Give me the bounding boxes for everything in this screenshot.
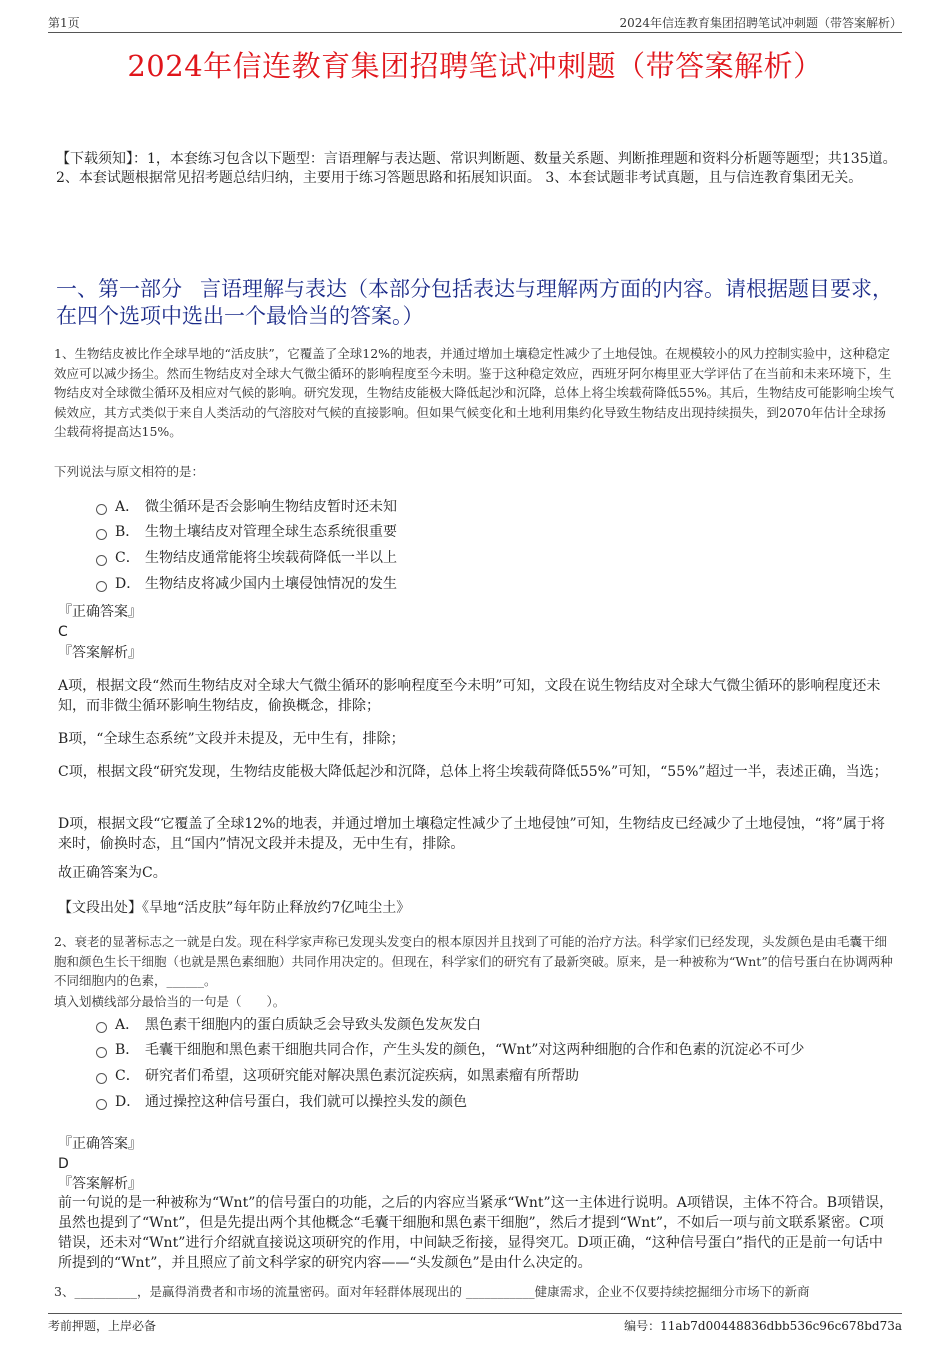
q2-option-a[interactable]: A． 黑色素干细胞内的蛋白质缺乏会导致头发颜色发灰发白 (96, 1015, 481, 1035)
q1-analysis-a: A项，根据文段“然而生物结皮对全球大气微尘循环的影响程度至今未明”可知，文段在说生物结皮对全球大气微尘循环的影响程度还未知，而非微尘循环影响生物结皮，偷换概念，排除； (58, 678, 881, 714)
q2-option-d[interactable]: D． 通过操控这种信号蛋白，我们就可以操控头发的颜色 (96, 1092, 467, 1112)
section-heading (56, 276, 898, 330)
q2-question: 填入划横线部分最恰当的一句是（ ）。 (54, 994, 286, 1009)
radio-icon[interactable] (96, 1022, 107, 1033)
radio-icon[interactable] (96, 1047, 107, 1058)
q1-analysis-d: D项，根据文段“它覆盖了全球12%的地表，并通过增加土壤稳定性减少了土地侵蚀”可知，生物结皮已经减少了土地侵蚀，“将”属于将来时，偷换时态，且“国内”情况文段并未提及，无中生有，排除。 (58, 816, 885, 852)
q1-conclusion: 故正确答案为C。 (58, 865, 167, 881)
q2-analysis: 前一句说的是一种被称为“Wnt”的信号蛋白的功能，之后的内容应当紧承“Wnt”这一主体进行说明。A项错误，主体不符合。B项错误，虽然也提到了“Wnt”，但是先提出两个其他概念“毛囊干细胞和黑色素干细胞”，然后才提到“Wnt”，不如后一项与前文联系紧密。C项错误，还未对“Wnt”进行介绍就直接说这项研究的作用，中间缺乏衔接，显得突兀。D项正确，“这种信号蛋白”指代的正是前一句话中所提到的“Wnt”，并且照应了前文科学家的研究内容——“头发颜色”是由什么决定的。 (58, 1195, 894, 1271)
radio-icon[interactable] (96, 1099, 107, 1110)
q2-answer-label: 『正确答案』 (58, 1136, 142, 1152)
q1-passage: 1、生物结皮被比作全球旱地的“活皮肤”，它覆盖了全球12%的地表，并通过增加土壤稳定性减少了土地侵蚀。在规模较小的风力控制实验中，这种稳定效应可以减少扬尘。然而生物结皮对全球大气微尘循环的影响程度至今未明。鉴于这种稳定效应，西班牙阿尔梅里亚大学评估了在当前和未来环境下，生物结皮对全球微尘循环及相应对气候的影响。研究发现，生物结皮能极大降低起沙和沉降，总体上将尘埃载荷降低55%。其后，生物结皮可能影响尘埃气候效应，其方式类似于来自人类活动的气溶胶对气候的直接影响。但如果气候变化和土地利用集约化导致生物结皮出现持续损失，到2070年估计全球扬尘载荷将提高达15%。 (54, 346, 895, 440)
q1-option-d[interactable]: D． 生物结皮将减少国内土壤侵蚀情况的发生 (96, 574, 397, 594)
radio-icon[interactable] (96, 555, 107, 566)
footer-slogan: 考前押题，上岸必备 (48, 1319, 157, 1333)
q1-analysis-c: C项，根据文段“研究发现，生物结皮能极大降低起沙和沉降，总体上将尘埃载荷降低55%”可知，“55%”超过一半，表述正确，当选； (58, 764, 888, 780)
q2-passage: 2、衰老的显著标志之一就是白发。现在科学家声称已发现头发变白的根本原因并且找到了可能的治疗方法。科学家们已经发现，头发颜色是由毛囊干细胞和颜色生长干细胞（也就是黑色素细胞）共同作用决定的。但现在，科学家们的研究有了最新突破。原来，是一种被称为“Wnt”的信号蛋白在协调两种不同细胞内的色素，______。 (54, 934, 893, 989)
q1-option-b[interactable]: B． 生物土壤结皮对管理全球生态系统很重要 (96, 522, 397, 542)
footer-code: 编号：11ab7d00448836dbb536c96c678bd73a (624, 1319, 902, 1333)
q2-option-c[interactable]: C． 研究者们希望，这项研究能对解决黑色素沉淀疾病，如黑素瘤有所帮助 (96, 1066, 579, 1086)
q3-passage: 3、__________，是赢得消费者和市场的流量密码。面对年轻群体展现出的 ___________健康需求，企业不仅要持续挖掘细分市场下的新商 (54, 1284, 810, 1299)
page-number: 第1页 (48, 16, 80, 30)
q1-answer-label: 『正确答案』 (58, 604, 142, 620)
q1-option-c[interactable]: C． 生物结皮通常能将尘埃载荷降低一半以上 (96, 548, 397, 568)
page-header (48, 14, 902, 33)
document-title: 2024年信连教育集团招聘笔试冲刺题（带答案解析） (127, 49, 823, 83)
radio-icon[interactable] (96, 504, 107, 515)
radio-icon[interactable] (96, 529, 107, 540)
q1-answer: C (58, 624, 68, 640)
q1-source: 【文段出处】《旱地“活皮肤”每年防止释放约7亿吨尘土》 (58, 900, 411, 916)
radio-icon[interactable] (96, 1073, 107, 1084)
q1-analysis-b: B项，“全球生态系统”文段并未提及，无中生有，排除； (58, 731, 405, 747)
page-footer (48, 1313, 902, 1334)
q2-analysis-label: 『答案解析』 (58, 1176, 142, 1192)
radio-icon[interactable] (96, 581, 107, 592)
q1-option-a[interactable]: A． 微尘循环是否会影响生物结皮暂时还未知 (96, 497, 397, 517)
q2-option-b[interactable]: B． 毛囊干细胞和黑色素干细胞共同合作，产生头发的颜色，“Wnt”对这两种细胞的合作和色素的沉淀必不可少 (96, 1040, 804, 1060)
q1-analysis-label: 『答案解析』 (58, 645, 142, 661)
section-text: 言语理解与表达（本部分包括表达与理解两方面的内容。请根据题目要求，在四个选项中选出一个最恰当的答案。） (56, 277, 893, 328)
q2-answer: D (58, 1156, 69, 1172)
q1-question: 下列说法与原文相符的是： (54, 464, 205, 479)
download-notice: 【下载须知】：1，本套练习包含以下题型：言语理解与表达题、常识判断题、数量关系题、判断推理题和资料分析题等题型；共135道。 2、本套试题根据常见招考题总结归纳，主要用于练习答题思路和拓展知识面。 3、本套试题非考试真题，且与信连教育集团无关。 (56, 151, 897, 186)
section-number: 一、第一部分 (56, 277, 182, 301)
header-doc-title: 2024年信连教育集团招聘笔试冲刺题（带答案解析） (619, 16, 902, 30)
